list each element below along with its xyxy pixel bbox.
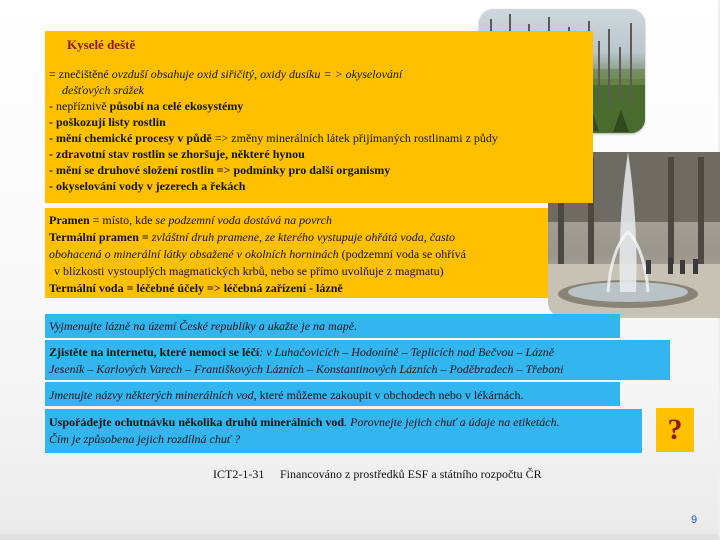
acid-rain-line-7: - mění se druhové složení rostlin => podmínky pro další organismy [49,163,391,177]
spring-line-5: Termální voda = léčebné účely => léčebná zařízení - lázně [49,281,343,295]
task-3a: Jmenujte názvy některých minerálních vod [49,388,254,402]
task-4b: . Porovnejte jejich chuť a údaje na etiketách. [344,415,560,429]
task-4a: Uspořádejte ochutnávku několika druhů minerálních vod [49,415,345,429]
task-4-line-2: Čím je způsobena jejich rozdílná chuť ? [49,432,241,446]
task-3b: , které můžeme zakoupit v obchodech nebo v lékárnách. [253,388,524,402]
acid-rain-line-1 [49,66,402,82]
spring-line-2 [49,229,455,245]
spring-line-1a: Pramen [49,213,93,227]
spring-line-2b: zvláštní druh pramene, [151,230,263,244]
task-1-dot: . [354,319,358,333]
acid-rain-line-5b: => změny minerálních látek přijímaných rostlinami z půdy [211,131,498,145]
task-3 [49,387,523,403]
acid-rain-line-5a: - mění chemické procesy v půdě [49,131,212,145]
acid-rain-line-6: - zdravotní stav rostlin se zhoršuje, některé hynou [49,147,305,161]
spring-line-1c: se podzemní voda dostává na povrch [155,213,332,227]
spring-line-2a: Termální pramen = [49,230,152,244]
acid-rain-line-3 [49,98,243,114]
page-number: 9 [691,514,698,526]
spring-line-3 [49,246,466,262]
acid-rain-line-3a: - nepříznivě [49,99,110,113]
task-2b: : v Luhačovicích – Hodoníně – Teplicích nad Bečvou – Lázně [259,345,555,359]
acid-rain-title: Kyselé deště [67,37,136,52]
acid-rain-line-2: dešťových srážek [62,83,145,97]
task-4-line-1 [49,414,560,430]
task-1 [49,318,357,334]
spring-line-1b: = místo, kde [92,213,156,227]
spring-line-3a: obohacená o minerální látky obsažené v okolních horninách [49,247,339,261]
footer-funding: Financováno z prostředků ESF a státního rozpočtu ČR [280,467,542,481]
acid-rain-line-1b: ovzduší obsahuje oxid siřičitý, oxidy dusíku = > okyselování [111,67,403,81]
acid-rain-line-4: - poškozují listy rostlin [49,115,166,129]
task-2-line-1 [49,344,554,360]
footer-code: ICT2-1-31 [213,467,265,481]
question-mark-box: ? [656,408,694,452]
task-2a: Zjistěte na internetu, které nemoci se léčí [49,345,260,359]
spring-line-3b: (podzemní voda se ohřívá [338,247,466,261]
task-2-line-2: Jeseník – Karlových Varech – Františkových Lázních – Konstantinových Lázních – Poděbradech – Třeboni [49,362,564,376]
spring-line-4: v blízkosti vystouplých magmatických krbů, nebo se přímo uvolňuje z magmatu) [54,264,444,278]
acid-rain-line-1a: = znečištěné [49,67,112,81]
acid-rain-line-8: - okyselování vody v jezerech a řekách [49,179,246,193]
task-1-text: Vyjmenujte lázně na území České republiky a ukažte je na mapě [49,319,355,333]
acid-rain-line-5 [49,130,498,146]
acid-rain-line-3b: působí na celé ekosystémy [109,99,244,113]
spring-line-2c: ze kterého vystupuje ohřátá voda, často [262,230,456,244]
spring-line-1 [49,212,332,228]
